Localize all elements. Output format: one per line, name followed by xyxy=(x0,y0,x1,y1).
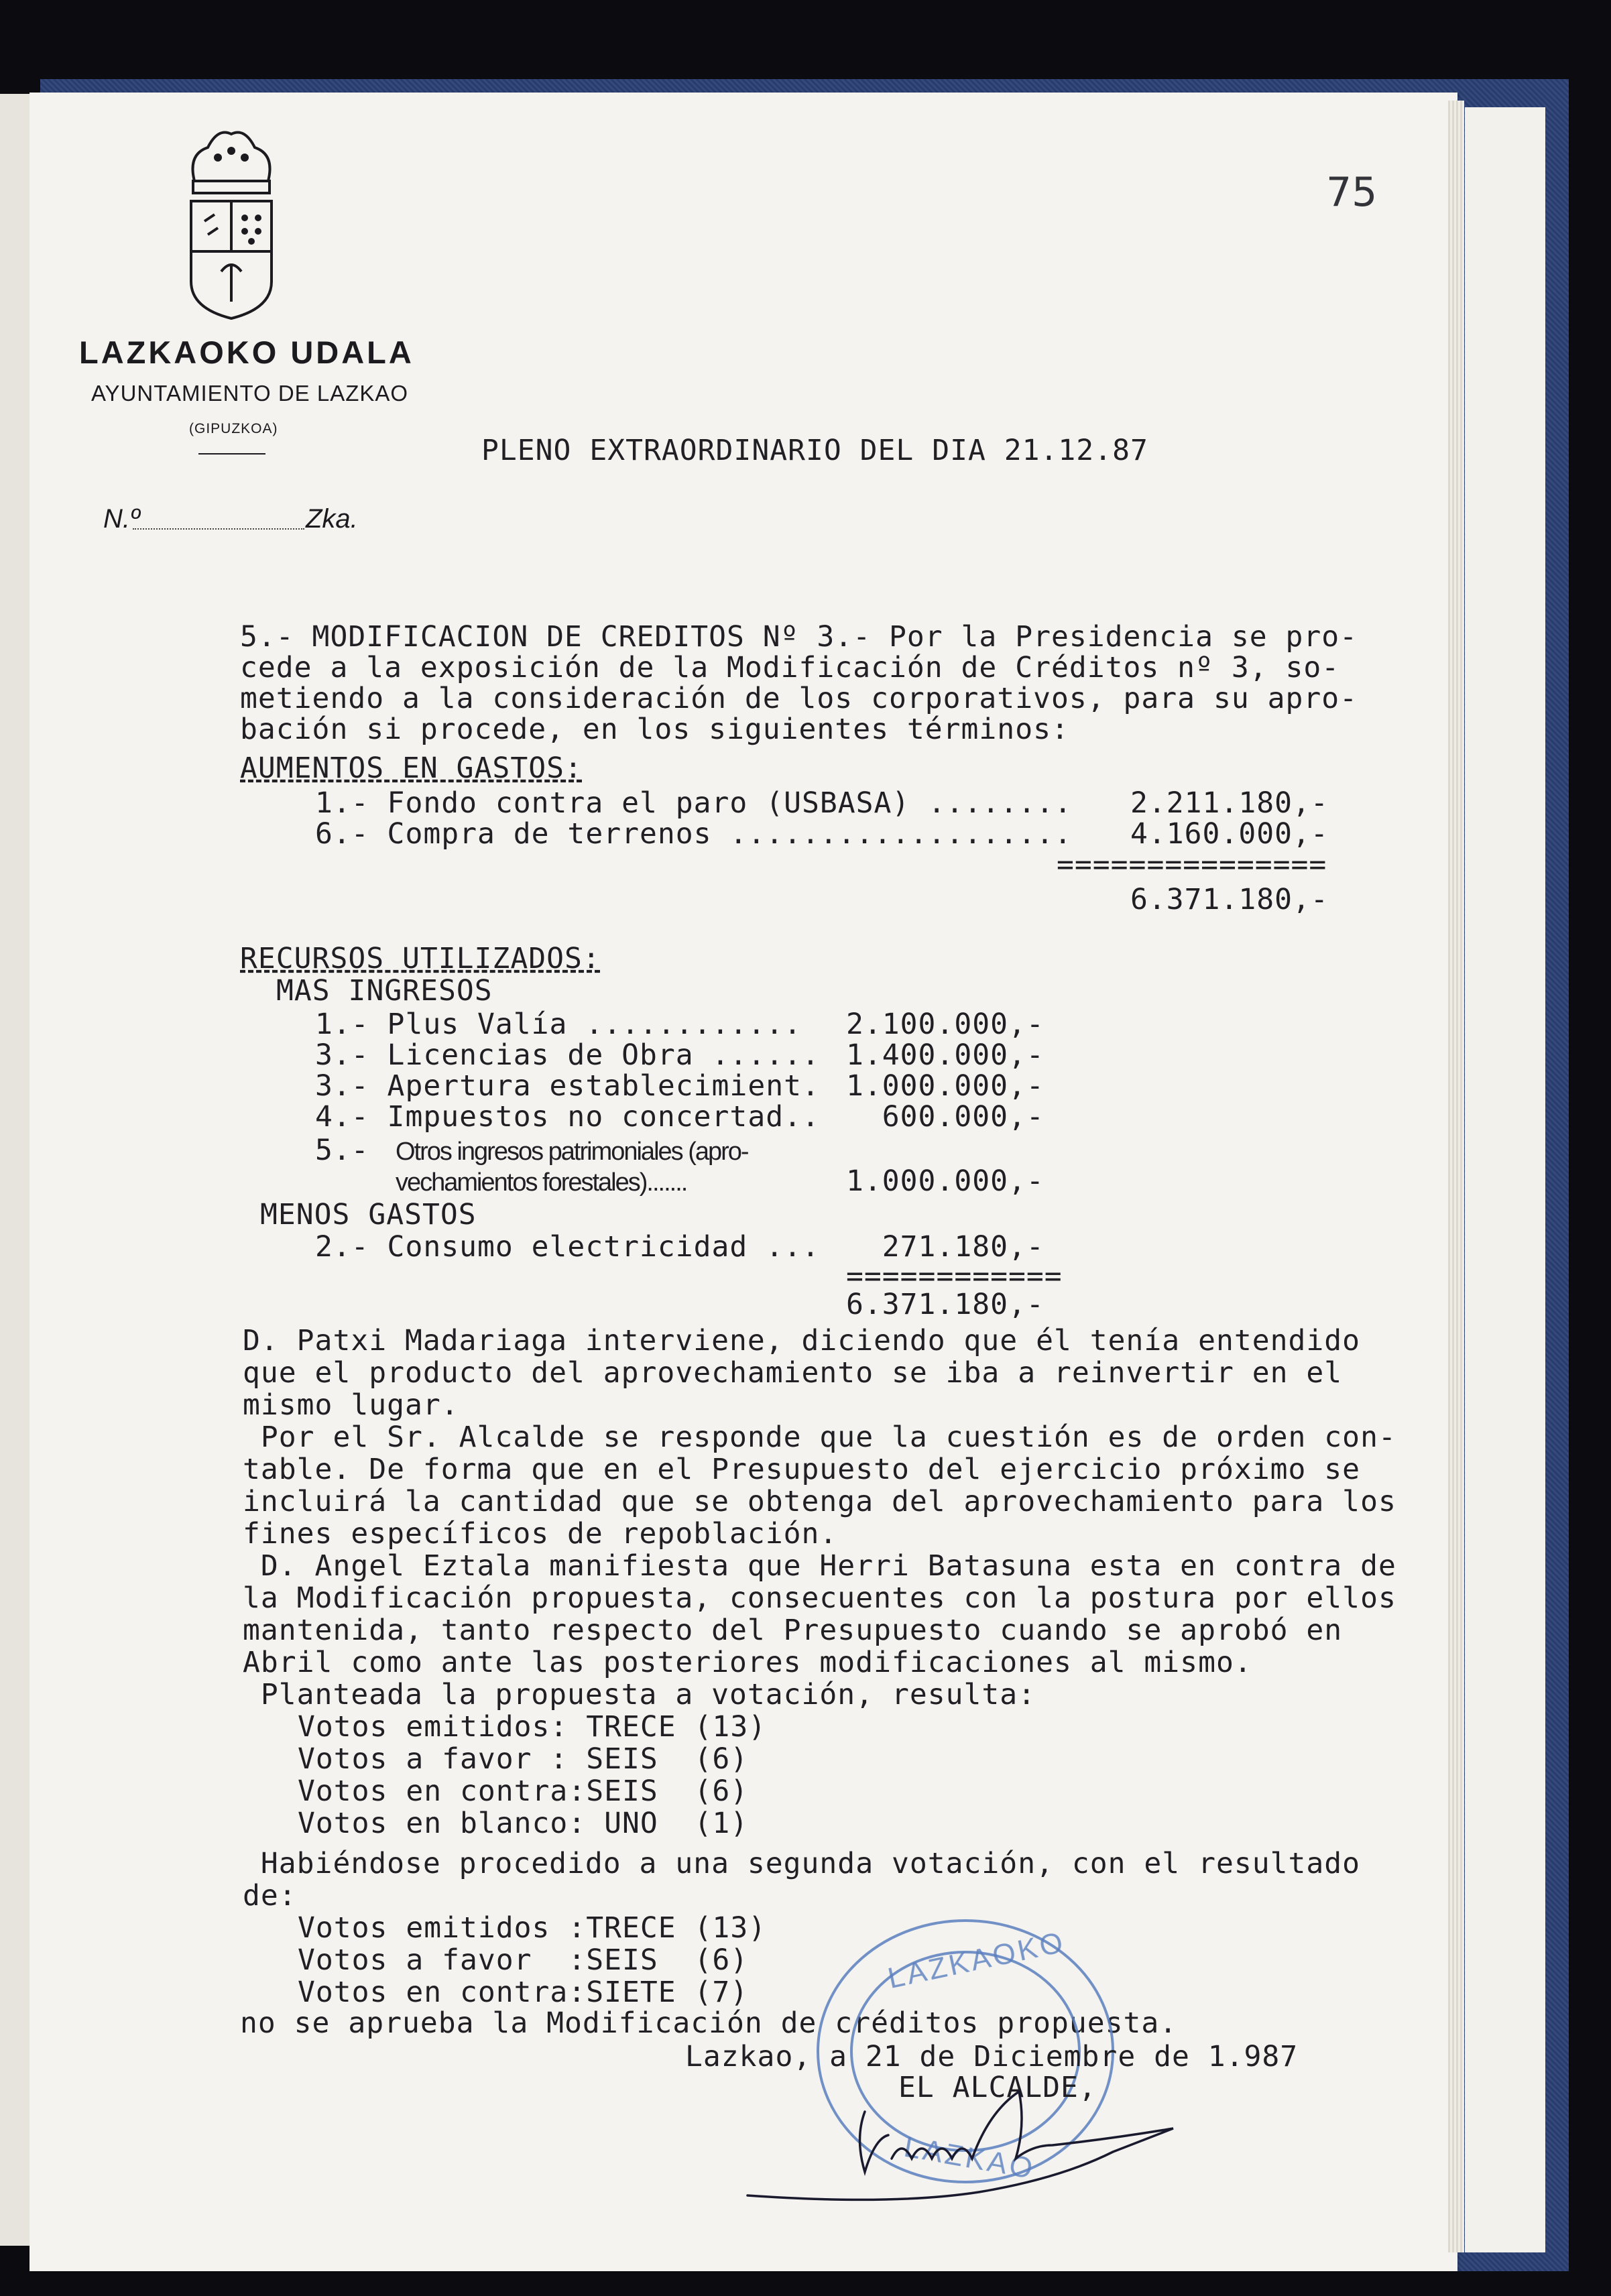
recursos-item-amount: 1.400.000,- xyxy=(846,1038,1045,1072)
menos-item-label: 2.- Consumo electricidad ... xyxy=(315,1230,820,1264)
body-line: mismo lugar. xyxy=(243,1388,459,1422)
aumentos-total: 6.371.180,- xyxy=(1130,883,1329,916)
body-line: la Modificación propuesta, consecuentes con la postura por ellos xyxy=(243,1581,1396,1615)
vote1-line: Votos en blanco: UNO (1) xyxy=(298,1807,749,1840)
recursos-item-label: 3.- Apertura establecimient. xyxy=(315,1069,820,1103)
body-line: mantenida, tanto respecto del Presupuesto cuando se aprobó en xyxy=(243,1614,1343,1647)
coat-of-arms-icon xyxy=(181,127,282,322)
signatory-title: EL ALCALDE, xyxy=(898,2071,1097,2104)
mas-ingresos-heading: MAS INGRESOS xyxy=(276,974,493,1008)
number-label: N.º xyxy=(103,504,140,534)
body-line: Planteada la propuesta a votación, resulta: xyxy=(243,1678,1036,1711)
intro-line: cede a la exposición de la Modificación de Créditos nº 3, so- xyxy=(240,651,1340,684)
recursos-separator: ============ xyxy=(846,1260,1063,1293)
binder-strip xyxy=(1465,107,1545,2252)
menos-item-amount: 271.180,- xyxy=(846,1230,1045,1264)
org-subtitle: AYUNTAMIENTO DE LAZKAO xyxy=(91,381,409,406)
recursos-total: 6.371.180,- xyxy=(846,1288,1045,1321)
aumentos-item-label: 6.- Compra de terrenos ................... xyxy=(315,817,1073,851)
vote2-line: Votos a favor :SEIS (6) xyxy=(298,1943,749,1977)
recursos-item5-line2: vechamientos forestales)....... xyxy=(396,1168,687,1197)
aumentos-separator: =============== xyxy=(1057,848,1327,882)
intro-line: bación si procede, en los siguientes términos: xyxy=(240,713,1069,746)
header-rule xyxy=(198,453,265,455)
number-dotted-line xyxy=(133,528,304,530)
recursos-item-label: 4.- Impuestos no concertad.. xyxy=(315,1100,820,1134)
vote2-line: Votos en contra:SIETE (7) xyxy=(298,1976,749,2009)
vote1-line: Votos a favor : SEIS (6) xyxy=(298,1742,749,1776)
mayor-signature xyxy=(737,2065,1207,2219)
body-line: que el producto del aprovechamiento se iba a reinvertir en el xyxy=(243,1356,1343,1390)
province-label: (GIPUZKOA) xyxy=(189,421,278,436)
aumentos-item-amount: 2.211.180,- xyxy=(1130,786,1329,820)
recursos-heading: RECURSOS UTILIZADOS: xyxy=(240,942,601,975)
recursos-item5-line1: Otros ingresos patrimoniales (apro- xyxy=(396,1138,748,1166)
recursos-item-label: 3.- Licencias de Obra ...... xyxy=(315,1038,820,1072)
stamp-bottom-text: LAZKAO xyxy=(901,2130,1038,2186)
body-line: D. Patxi Madariaga interviene, diciendo que él tenía entendido xyxy=(243,1324,1361,1357)
intro-line: metiendo a la consideración de los corporativos, para su apro- xyxy=(240,682,1358,715)
conclusion: no se aprueba la Modificación de créditos propuesta. xyxy=(240,2006,1178,2040)
page-number: 75 xyxy=(1326,169,1378,216)
aumentos-item-label: 1.- Fondo contra el paro (USBASA) ........ xyxy=(315,786,1073,820)
stamp-top-text: LAZKAOKO xyxy=(884,1925,1069,1996)
body-line: D. Angel Eztala manifiesta que Herri Batasuna esta en contra de xyxy=(243,1549,1396,1583)
aumentos-item-amount: 4.160.000,- xyxy=(1130,817,1329,851)
second-vote-intro: de: xyxy=(243,1879,297,1913)
second-vote-intro: Habiéndose procedido a una segunda votación, con el resultado xyxy=(243,1847,1361,1880)
recursos-item-amount: 1.000.000,- xyxy=(846,1069,1045,1103)
recursos-item5-number: 5.- xyxy=(315,1134,369,1167)
body-line: incluirá la cantidad que se obtenga del aprovechamiento para los xyxy=(243,1485,1396,1518)
recursos-item5-amount: 1.000.000,- xyxy=(846,1164,1045,1198)
vote2-line: Votos emitidos :TRECE (13) xyxy=(298,1911,767,1945)
body-line: Por el Sr. Alcalde se responde que la cuestión es de orden con- xyxy=(243,1421,1396,1454)
body-line: table. De forma que en el Presupuesto del ejercicio próximo se xyxy=(243,1453,1361,1486)
recursos-item-label: 1.- Plus Valía ............ xyxy=(315,1008,802,1041)
aumentos-heading: AUMENTOS EN GASTOS: xyxy=(240,751,583,785)
zka-label: Zka. xyxy=(306,504,358,534)
left-page-edge xyxy=(0,94,31,2246)
body-line: Abril como ante las posteriores modificaciones al mismo. xyxy=(243,1646,1252,1679)
menos-gastos-heading: MENOS GASTOS xyxy=(260,1198,477,1231)
place-date: Lazkao, a 21 de Diciembre de 1.987 xyxy=(685,2040,1299,2073)
meeting-title: PLENO EXTRAORDINARIO DEL DIA 21.12.87 xyxy=(481,434,1148,467)
vote1-line: Votos en contra:SEIS (6) xyxy=(298,1774,749,1808)
vote1-line: Votos emitidos: TRECE (13) xyxy=(298,1710,767,1744)
intro-line: 5.- MODIFICACION DE CREDITOS Nº 3.- Por la Presidencia se pro- xyxy=(240,620,1358,654)
recursos-item-amount: 600.000,- xyxy=(846,1100,1045,1134)
body-line: fines específicos de repoblación. xyxy=(243,1517,838,1551)
page-stack-edge xyxy=(1448,101,1464,2252)
org-name: LAZKAOKO UDALA xyxy=(79,335,414,370)
recursos-item-amount: 2.100.000,- xyxy=(846,1008,1045,1041)
